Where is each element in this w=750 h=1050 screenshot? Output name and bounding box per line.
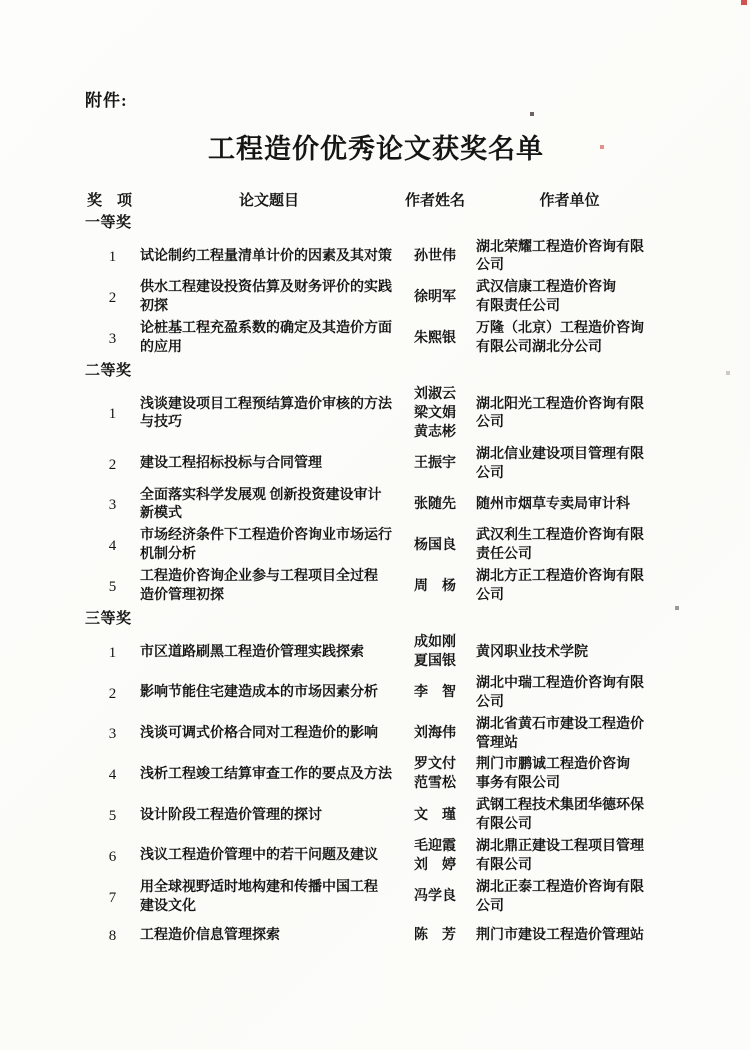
author-org: 万隆（北京）工程造价咨询 有限公司湖北分公司	[476, 321, 644, 355]
author-name: 冯学良	[414, 889, 456, 905]
author-name: 孙世伟	[414, 248, 456, 264]
section-header: 二等奖	[85, 362, 132, 379]
paper-title: 工程造价信息管理探索	[140, 928, 280, 944]
table-row	[85, 838, 667, 876]
paper-title: 浅议工程造价管理中的若干问题及建议	[140, 848, 378, 864]
paper-title: 工程造价咨询企业参与工程项目全过程 造价管理初探	[140, 569, 378, 603]
author-org: 随州市烟草专卖局审计科	[476, 496, 630, 512]
author-name: 徐明军	[414, 289, 456, 305]
award-number: 5	[108, 808, 117, 825]
section-header: 一等奖	[85, 215, 132, 232]
author-org: 武钢工程技术集团华德环保 有限公司	[476, 798, 644, 833]
author-name: 文 瑾	[414, 807, 456, 823]
author-name: 成如刚 夏国银	[414, 635, 456, 670]
author-org: 湖北阳光工程造价咨询有限 公司	[476, 396, 644, 431]
author-org: 湖北鼎正建设工程项目管理 有限公司	[476, 839, 644, 873]
table-header-row	[85, 191, 667, 211]
author-org: 荆门市鹏诚工程造价咨询 事务有限公司	[476, 757, 630, 792]
table-row	[85, 920, 667, 954]
table-row	[85, 756, 667, 794]
author-org: 武汉利生工程造价咨询有限 责任公司	[476, 528, 644, 563]
table-row	[85, 716, 667, 754]
award-number: 1	[108, 644, 117, 661]
award-number: 4	[108, 538, 117, 555]
paper-title: 供水工程建设投资估算及财务评价的实践 初探	[140, 280, 392, 315]
table-row	[85, 675, 667, 713]
attachment-label: 附件:	[85, 91, 128, 110]
page-title: 工程造价优秀论文获奖名单	[208, 134, 544, 164]
award-number: 3	[108, 330, 117, 347]
paper-title: 浅谈可调式价格合同对工程造价的影响	[140, 726, 378, 742]
author-name: 张随先	[414, 496, 456, 512]
paper-title: 市区道路刷黑工程造价管理实践探索	[140, 644, 364, 660]
paper-title: 用全球视野适时地构建和传播中国工程 建设文化	[140, 879, 378, 914]
table-row	[85, 527, 667, 565]
author-org: 湖北方正工程造价咨询有限 公司	[476, 569, 644, 603]
paper-title: 浅谈建设项目工程预结算造价审核的方法 与技巧	[140, 396, 392, 431]
table-row	[85, 634, 667, 672]
table-row	[85, 320, 667, 358]
header-award: 奖 项	[87, 193, 133, 209]
author-name: 周 杨	[414, 578, 456, 594]
award-number: 4	[108, 767, 117, 784]
header-paper-title: 论文题目	[238, 193, 299, 209]
author-org: 湖北正泰工程造价咨询有限 公司	[476, 879, 644, 914]
table-row	[85, 568, 667, 606]
header-author-name: 作者姓名	[404, 193, 465, 209]
author-name: 刘海伟	[414, 726, 456, 742]
table-row	[85, 879, 667, 917]
author-name: 杨国良	[414, 537, 456, 553]
award-number: 3	[108, 497, 117, 514]
paper-title: 论桩基工程充盈系数的确定及其造价方面 的应用	[140, 321, 392, 355]
author-org: 湖北中瑞工程造价咨询有限 公司	[476, 675, 644, 710]
award-number: 7	[108, 889, 117, 906]
table-row	[85, 487, 667, 525]
author-name: 王振宇	[414, 456, 456, 472]
author-name: 李 智	[414, 685, 456, 701]
award-number: 3	[108, 726, 117, 743]
author-name: 刘淑云 梁文娟 黄志彬	[414, 387, 456, 440]
paper-title: 影响节能住宅建造成本的市场因素分析	[140, 685, 378, 701]
table-row	[85, 386, 667, 443]
table-row	[85, 239, 667, 277]
author-org: 武汉信康工程造价咨询 有限责任公司	[476, 280, 616, 315]
award-table	[85, 191, 667, 954]
award-number: 2	[108, 685, 117, 702]
document-content	[85, 86, 667, 957]
author-org: 湖北荣耀工程造价咨询有限 公司	[476, 239, 644, 274]
paper-title: 市场经济条件下工程造价咨询业市场运行 机制分析	[140, 528, 392, 563]
award-number: 2	[108, 456, 117, 473]
table-row	[85, 446, 667, 484]
author-name: 陈 芳	[414, 928, 456, 944]
author-name: 朱熙银	[414, 330, 456, 346]
author-org: 黄冈职业技术学院	[476, 644, 588, 660]
table-row	[85, 797, 667, 835]
paper-title: 试论制约工程量清单计价的因素及其对策	[140, 248, 392, 264]
header-author-org: 作者单位	[539, 193, 600, 209]
author-org: 湖北省黄石市建设工程造价 管理站	[476, 716, 644, 751]
award-number: 2	[108, 290, 117, 307]
paper-title: 全面落实科学发展观 创新投资建设审计 新模式	[140, 487, 382, 522]
award-number: 1	[108, 249, 117, 266]
scan-speckles	[0, 0, 2, 2]
award-number: 1	[108, 406, 117, 423]
paper-title: 建设工程招标投标与合同管理	[140, 456, 322, 472]
table-row	[85, 279, 667, 317]
award-number: 5	[108, 578, 117, 595]
author-org: 湖北信业建设项目管理有限 公司	[476, 446, 644, 481]
paper-title: 浅析工程竣工结算审查工作的要点及方法	[140, 766, 392, 782]
paper-title: 设计阶段工程造价管理的探讨	[140, 807, 322, 823]
author-name: 罗文付 范雪松	[414, 757, 456, 792]
table-body	[85, 213, 667, 953]
author-name: 毛迎霞 刘 婷	[414, 839, 456, 873]
author-org: 荆门市建设工程造价管理站	[476, 928, 644, 944]
award-number: 8	[108, 928, 117, 945]
section-header: 三等奖	[85, 610, 132, 627]
award-number: 6	[108, 848, 117, 865]
